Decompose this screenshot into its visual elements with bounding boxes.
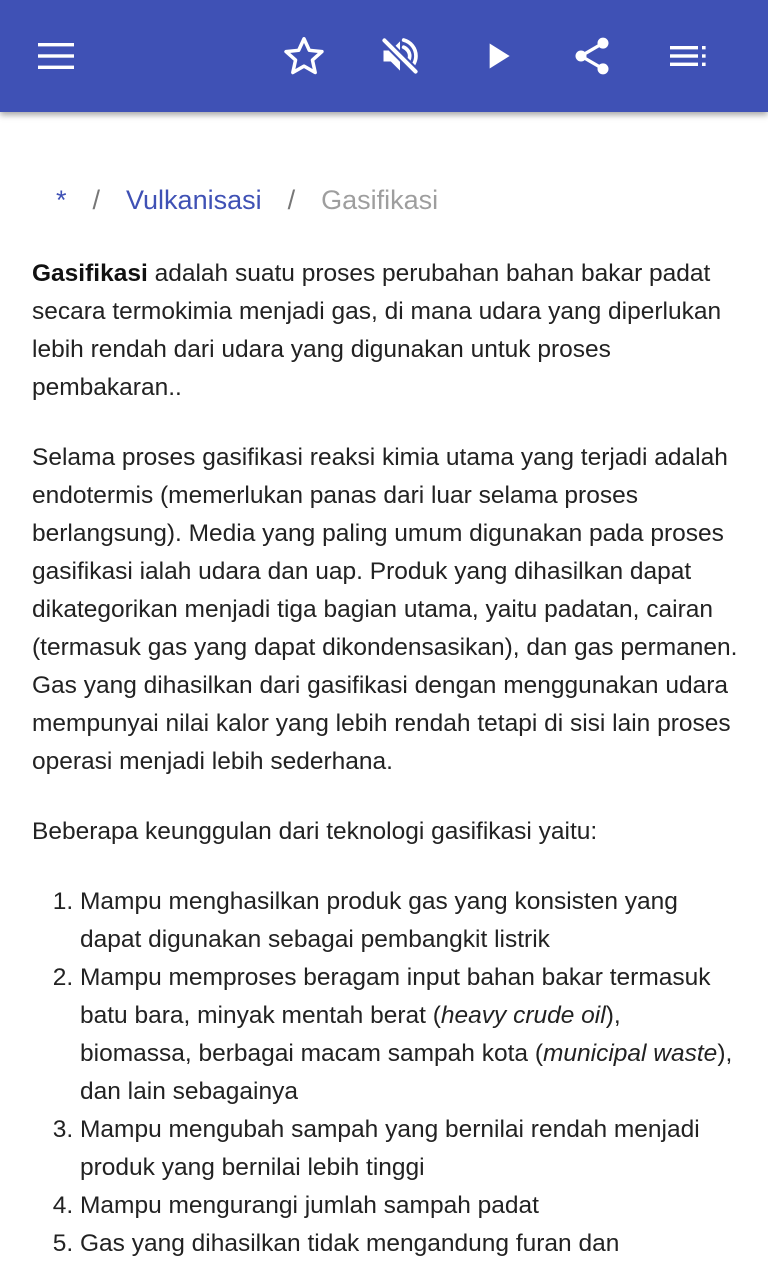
- article-paragraph: Beberapa keunggulan dari teknologi gasifikasi yaitu:: [32, 818, 598, 845]
- share-icon: [570, 34, 614, 78]
- play-icon: [478, 36, 518, 76]
- breadcrumb-separator: /: [287, 184, 296, 215]
- list-item-text: ), dan lain sebagainya: [80, 1040, 733, 1105]
- article-paragraph: [32, 255, 738, 407]
- menu-button[interactable]: [28, 28, 84, 84]
- article-text: adalah suatu proses perubahan bahan bakar padat secara termokimia menjadi gas, di mana udara yang diperlukan lebih rendah dari udara yang digunakan untuk proses pembakaran..: [32, 260, 722, 401]
- italic-term: municipal waste: [543, 1040, 718, 1067]
- mute-button[interactable]: [372, 28, 428, 84]
- breadcrumb-separator: /: [92, 184, 101, 215]
- advantages-list: [32, 883, 738, 1263]
- share-button[interactable]: [564, 28, 620, 84]
- article-term: Gasifikasi: [32, 260, 148, 287]
- list-item: [80, 959, 738, 1111]
- list-item: 3. Mampu mengubah sampah yang bernilai rendah menjadi produk yang bernilai lebih tinggi: [80, 1111, 738, 1187]
- list-item: 4. Mampu mengurangi jumlah sampah padat: [80, 1187, 738, 1225]
- article-body: [32, 255, 738, 1263]
- play-button[interactable]: [470, 28, 526, 84]
- breadcrumb-parent-link[interactable]: Vulkanisasi: [126, 184, 262, 215]
- article-paragraph: Selama proses gasifikasi reaksi kimia utama yang terjadi adalah endotermis (memerlukan panas dari luar selama proses berlangsung). Media yang paling umum digunakan pada proses gasifikasi ialah udara dan uap. Produk yang dihasilkan dapat dikategorikan menjadi tiga bagian utama, yaitu padatan, cairan (termasuk gas yang dapat dikondensasikan), dan gas permanen. Gas yang dihasilkan dari gasifikasi dengan menggunakan udara mempunyai nilai kalor yang lebih rendah tetapi di sisi lain proses operasi menjadi lebih sederhana.: [32, 444, 738, 775]
- toc-icon: [668, 36, 708, 76]
- breadcrumb: [56, 180, 438, 220]
- breadcrumb-current: Gasifikasi: [321, 184, 439, 215]
- menu-icon: [36, 36, 76, 76]
- star-icon: [282, 34, 326, 78]
- list-item: 1. Mampu menghasilkan produk gas yang konsisten yang dapat digunakan sebagai pembangkit listrik: [80, 883, 738, 959]
- volume-off-icon: [378, 34, 422, 78]
- article-content: [0, 112, 768, 1280]
- favorite-button[interactable]: [276, 28, 332, 84]
- list-item: 5. Gas yang dihasilkan tidak mengandung furan dan: [80, 1225, 738, 1263]
- app-toolbar: [0, 0, 768, 112]
- table-of-contents-button[interactable]: [660, 28, 716, 84]
- breadcrumb-home-link[interactable]: *: [56, 184, 67, 215]
- italic-term: heavy crude oil: [440, 1002, 606, 1029]
- list-item-text: Mampu memproses beragam input bahan bakar termasuk batu bara, minyak mentah berat (: [80, 964, 711, 1029]
- list-item-text: ), biomassa, berbagai macam sampah kota (: [80, 1002, 621, 1067]
